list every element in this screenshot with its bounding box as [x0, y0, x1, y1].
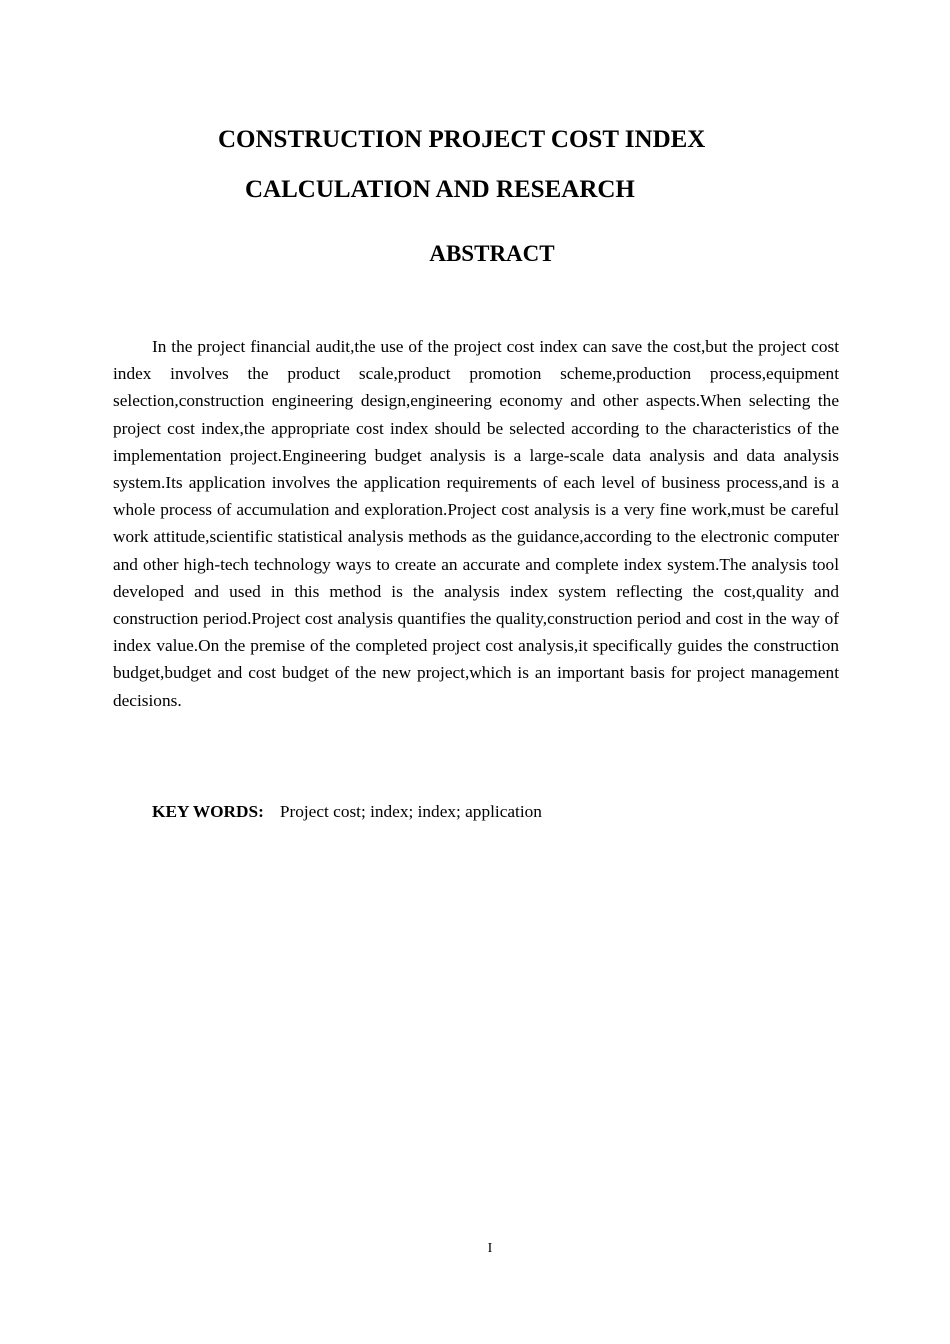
abstract-heading: ABSTRACT: [429, 241, 555, 266]
keywords: [152, 798, 542, 825]
keywords-value: Project cost; index; index; application: [279, 802, 542, 821]
page-number: I: [487, 1241, 493, 1256]
keywords-label: KEY WORDS:: [152, 802, 264, 821]
title-line-2: CALCULATION AND RESEARCH: [245, 176, 635, 203]
title-line-1: CONSTRUCTION PROJECT COST INDEX: [218, 126, 706, 153]
abstract-body: In the project financial audit,the use of the project cost index can save the cost,but the project cost index involves the product scale,product promotion scheme,production process,equipment selection,construction engineering design,engineering economy and other aspects.When selecting the project cost index,the appropriate cost index should be selected according to the characteristics of the implementation project.Engineering budget analysis is a large-scale data analysis and data analysis system.Its application involves the application requirements of each level of business process,and is a whole process of accumulation and exploration.Project cost analysis is a very fine work,must be careful work attitude,scientific statistical analysis methods as the guidance,according to the electronic computer and other high-tech technology ways to create an accurate and complete index system.The analysis tool developed and used in this method is the analysis index system reflecting the cost,quality and construction period.Project cost analysis quantifies the quality,construction period and cost in the way of index value.On the premise of the completed project cost analysis,it specifically guides the construction budget,budget and cost budget of the new project,which is an important basis for project management decisions.: [113, 337, 839, 710]
